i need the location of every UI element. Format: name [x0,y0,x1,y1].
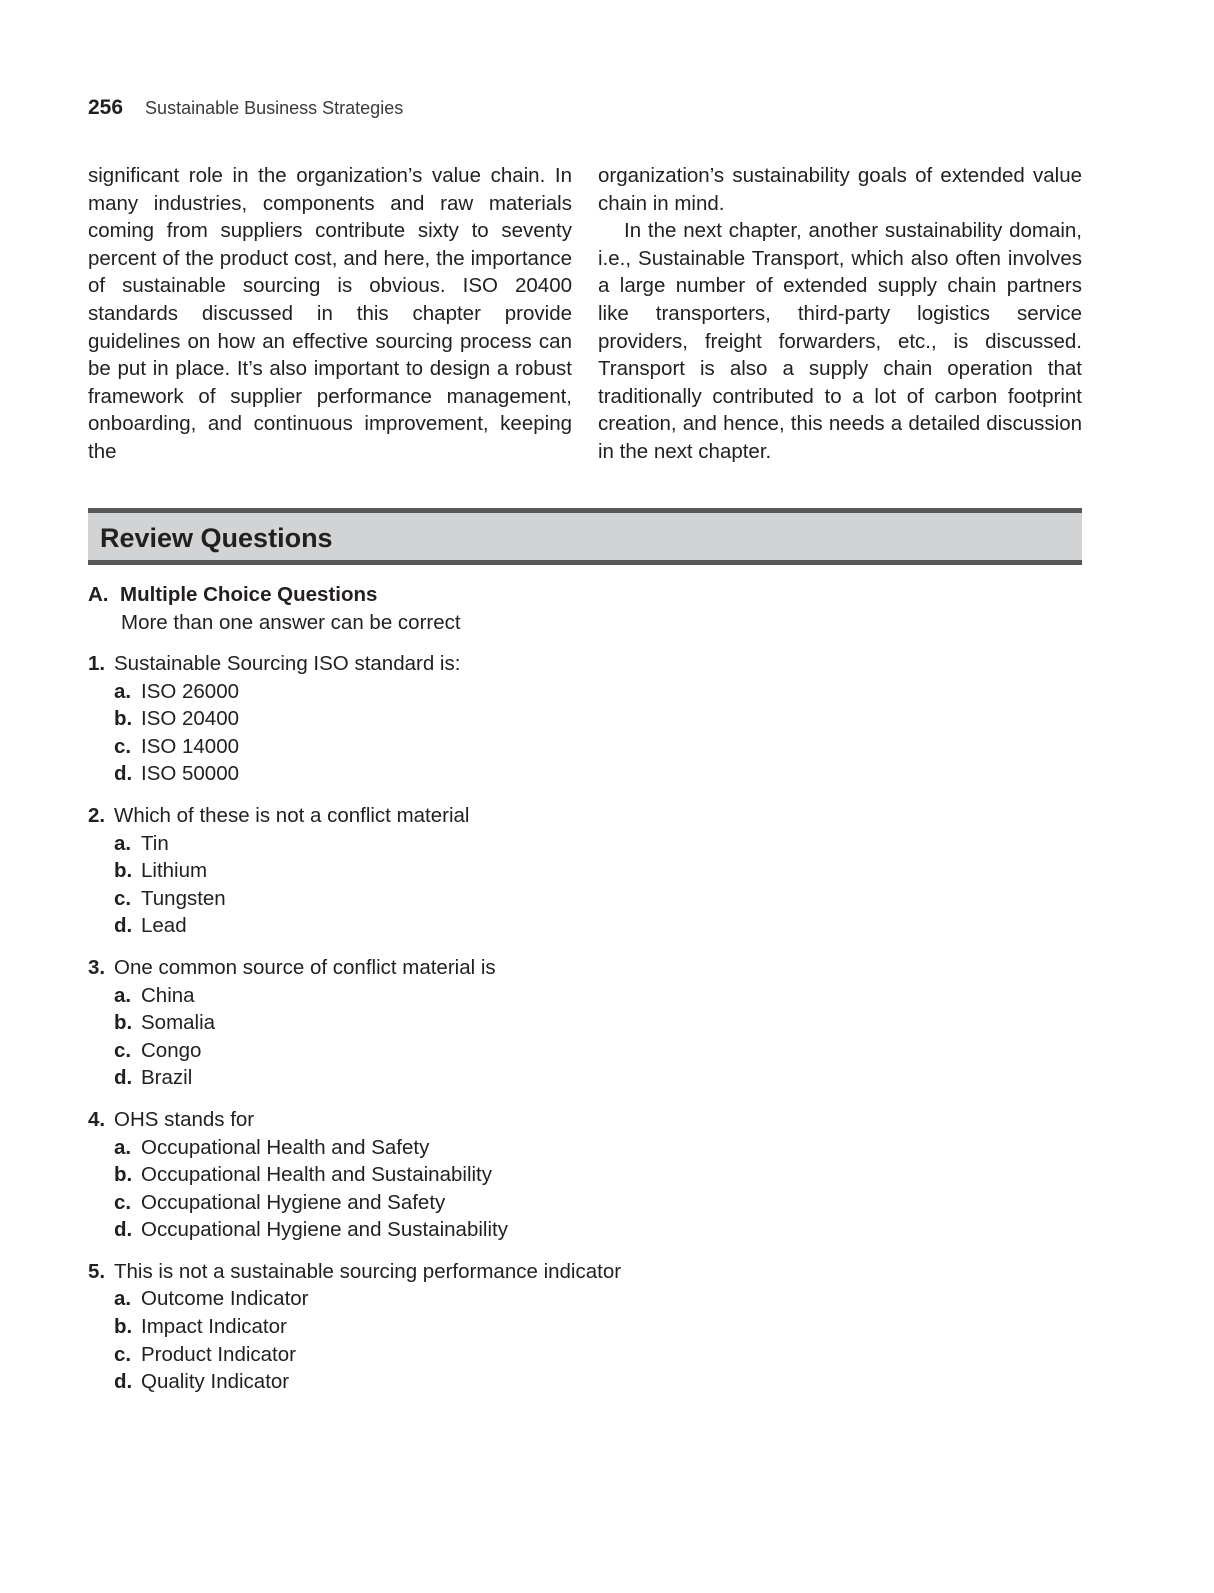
question-text: OHS stands for [114,1107,255,1131]
section-instruction: More than one answer can be correct [121,611,461,634]
option-d: d. Quality Indicator [114,1370,290,1394]
question-number: 4. [88,1107,106,1131]
section-heading [88,581,377,608]
option-a: a. China [114,983,195,1007]
question-number: 3. [88,955,106,979]
question-text: This is not a sustainable sourcing performance indicator [114,1259,622,1283]
section-letter: A. [88,583,109,606]
question-4 [88,1106,1088,1244]
option-b: b. Occupational Health and Sustainability [114,1163,492,1187]
option-d: d. Lead [114,914,187,938]
question-5 [88,1258,1088,1396]
left-column [88,162,572,466]
question-number: 1. [88,652,106,675]
question-2 [88,802,1088,940]
right-column [598,162,1082,466]
option-c: c. Congo [114,1038,202,1062]
option-d: d. Occupational Hygiene and Sustainability [114,1218,508,1242]
option-d: d. ISO 50000 [114,762,240,786]
option-a: a. Outcome Indicator [114,1287,309,1311]
right-column-paragraph-1: organization’s sustainability goals of extended value chain in mind. [598,164,1082,215]
option-a: a. Occupational Health and Safety [114,1135,430,1159]
book-title: Sustainable Business Strategies [145,98,404,118]
body-text-columns [88,162,1082,466]
question-number: 2. [88,803,106,827]
option-a: a. Tin [114,831,169,855]
option-b: b. Somalia [114,1011,216,1035]
option-c: c. Tungsten [114,886,226,910]
option-c: c. Product Indicator [114,1342,296,1366]
option-b: b. ISO 20400 [114,707,240,731]
left-column-paragraph: significant role in the organization’s value chain. In many industries, components and raw materials coming from suppliers contribute sixty to seventy percent of the product cost, and here, the importance of sustainable sourcing is obvious. ISO 20400 standards discussed in this chapter provide guidelines on how an effective sourcing process can be put in place. It’s also important to design a robust framework of supplier performance management, onboarding, and continuous improvement, keeping the [88,164,572,463]
question-1 [88,650,1088,788]
review-questions-banner [88,508,1082,565]
right-column-paragraph-2: In the next chapter, another sustainability domain, i.e., Sustainable Transport, which also often involves a large number of extended supply chain partners like transporters, third-party logistics service providers, freight forwarders, etc., is discussed. Transport is also a supply chain operation that traditionally contributed to a lot of carbon footprint creation, and hence, this needs a detailed discussion in the next chapter. [598,219,1082,463]
option-d: d. Brazil [114,1066,193,1090]
question-3 [88,954,1088,1092]
option-b: b. Impact Indicator [114,1315,287,1339]
review-questions-title: Review Questions [100,523,333,553]
question-number: 5. [88,1259,106,1283]
option-c: c. ISO 14000 [114,734,240,758]
page-number: 256 [88,96,124,119]
question-list [88,650,1088,1410]
option-a: a. ISO 26000 [114,679,240,703]
question-text: Which of these is not a conflict material [114,803,470,827]
option-b: b. Lithium [114,859,208,883]
section-title: Multiple Choice Questions [120,583,378,606]
question-text: One common source of conflict material is [114,955,496,979]
option-c: c. Occupational Hygiene and Safety [114,1190,446,1214]
running-head [88,96,403,120]
question-text: Sustainable Sourcing ISO standard is: [114,652,461,675]
